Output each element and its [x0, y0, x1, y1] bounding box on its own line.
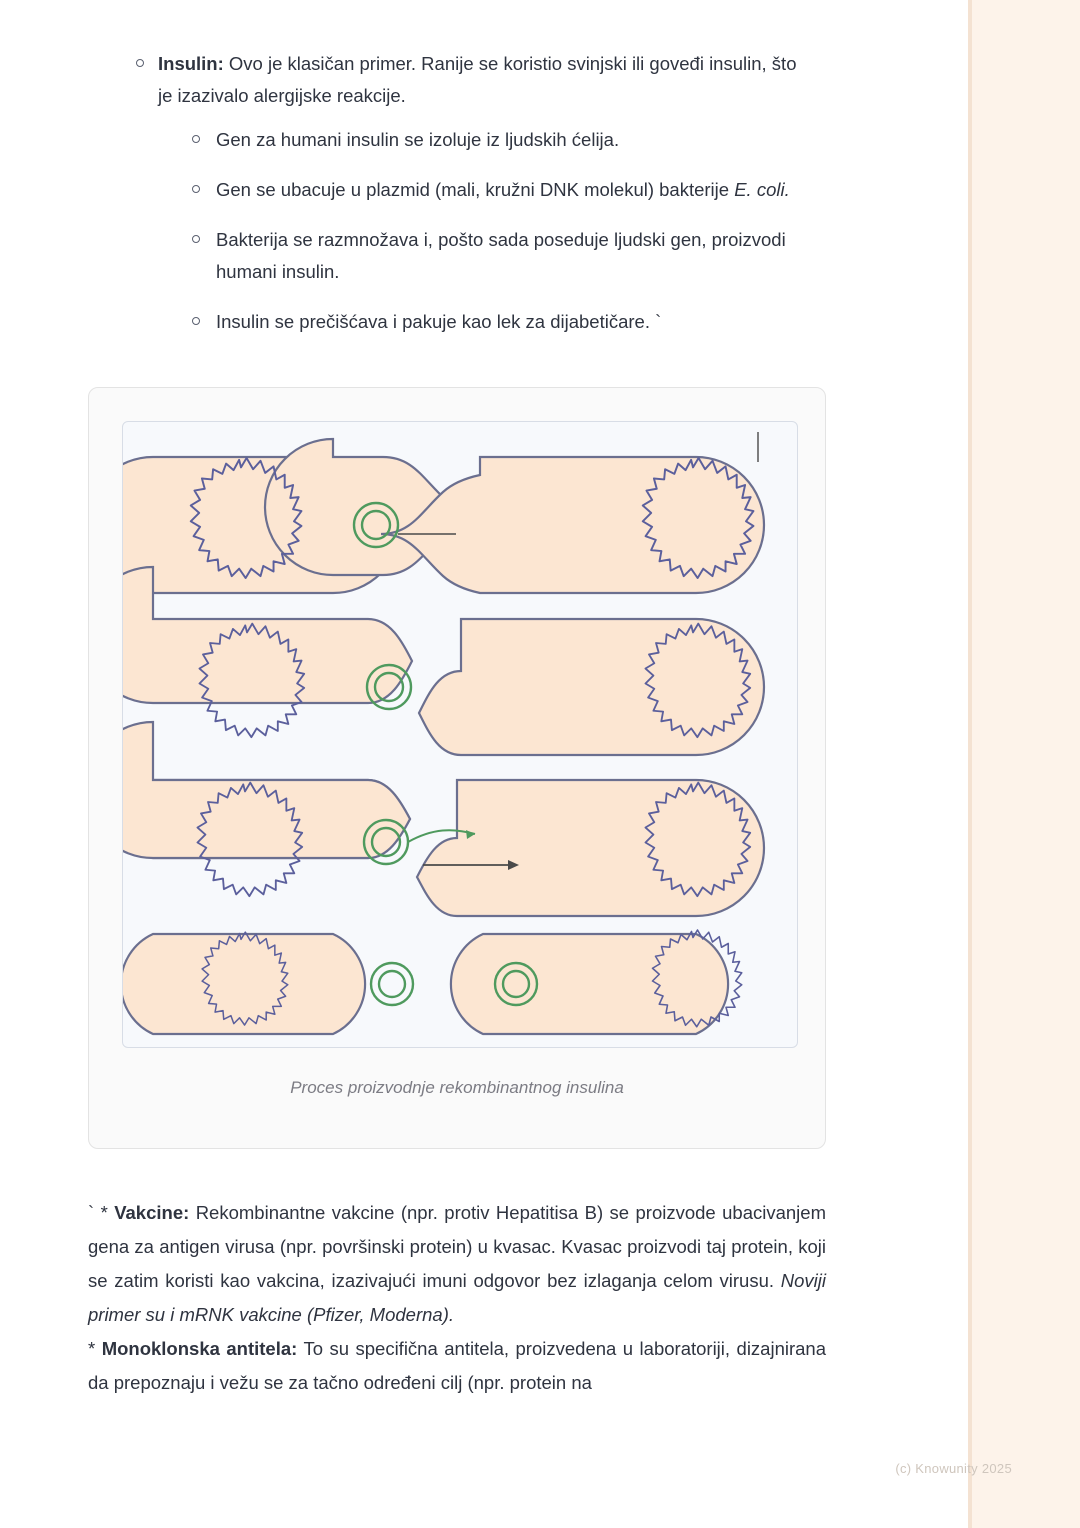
bullet-list: [130, 48, 810, 356]
list-item-text: Ovo je klasičan primer. Ranije se koristio svinjski ili goveđi insulin, što je izazivalo alergijske reakcije.: [158, 53, 797, 106]
paragraph-text: To su specifična antitela, proizvedena u laboratoriji, dizajnirana da prepoznaju i vežu se za tačno određeni cilj (npr. protein na: [88, 1338, 827, 1393]
bullet-marker-icon: [136, 59, 144, 67]
paragraph-lead-symbol: *: [88, 1338, 102, 1359]
insulin-process-diagram-icon: [123, 422, 797, 1047]
list-item: [188, 306, 810, 338]
page-edge-decoration: [972, 0, 1080, 1528]
body-paragraphs: [88, 1196, 826, 1400]
paragraph-text: Rekombinantne vakcine (npr. protiv Hepatitisa B) se proizvode ubacivanjem gena za antigen virusa (npr. površinski protein) u kvasac. Kvasac proizvodi taj protein, koji se zatim koristi kao vakcina, izazivajući imuni odgovor bez izlaganja celom virusu.: [88, 1202, 826, 1291]
bullet-marker-icon: [192, 317, 200, 325]
paragraph-italic: Noviji primer su i mRNK vakcine (Pfizer, Moderna).: [88, 1270, 826, 1325]
list-item-text: Insulin se prečišćava i pakuje kao lek za dijabetičare. `: [216, 311, 662, 332]
bullet-marker-icon: [192, 185, 200, 193]
list-item-text: Gen se ubacuje u plazmid (mali, kružni DNK molekul) bakterije: [216, 179, 735, 200]
paragraph-monoklonska-antitela: [88, 1332, 826, 1400]
figure-card: [88, 387, 826, 1149]
list-item: [188, 174, 810, 206]
bullet-marker-icon: [192, 235, 200, 243]
sub-bullet-list: [188, 124, 810, 338]
diagram-stage-2: [123, 567, 764, 755]
list-item: [130, 48, 810, 338]
list-item-italic: E. coli.: [734, 179, 790, 200]
paragraph-lead: Monoklonska antitela:: [101, 1338, 298, 1359]
page-edge-line: [968, 0, 972, 1528]
list-item-text: Gen za humani insulin se izoluje iz ljudskih ćelija.: [216, 129, 620, 150]
paragraph-lead-symbol: ` *: [88, 1202, 115, 1223]
list-item-lead: Insulin:: [158, 53, 224, 74]
list-item: [188, 224, 810, 288]
bullet-marker-icon: [192, 135, 200, 143]
list-item: [188, 124, 810, 156]
paragraph-vakcine: [88, 1196, 826, 1332]
figure-caption: Proces proizvodnje rekombinantnog insulina: [290, 1078, 624, 1097]
diagram-stage-4: [123, 930, 742, 1034]
paragraph-lead: Vakcine:: [114, 1202, 190, 1223]
list-item-text: Bakterija se razmnožava i, pošto sada poseduje ljudski gen, proizvodi humani insulin.: [216, 229, 786, 282]
diagram-stage-1: [123, 432, 764, 593]
watermark: (c) Knowunity 2025: [895, 1461, 1012, 1476]
figure-image: [122, 421, 798, 1048]
